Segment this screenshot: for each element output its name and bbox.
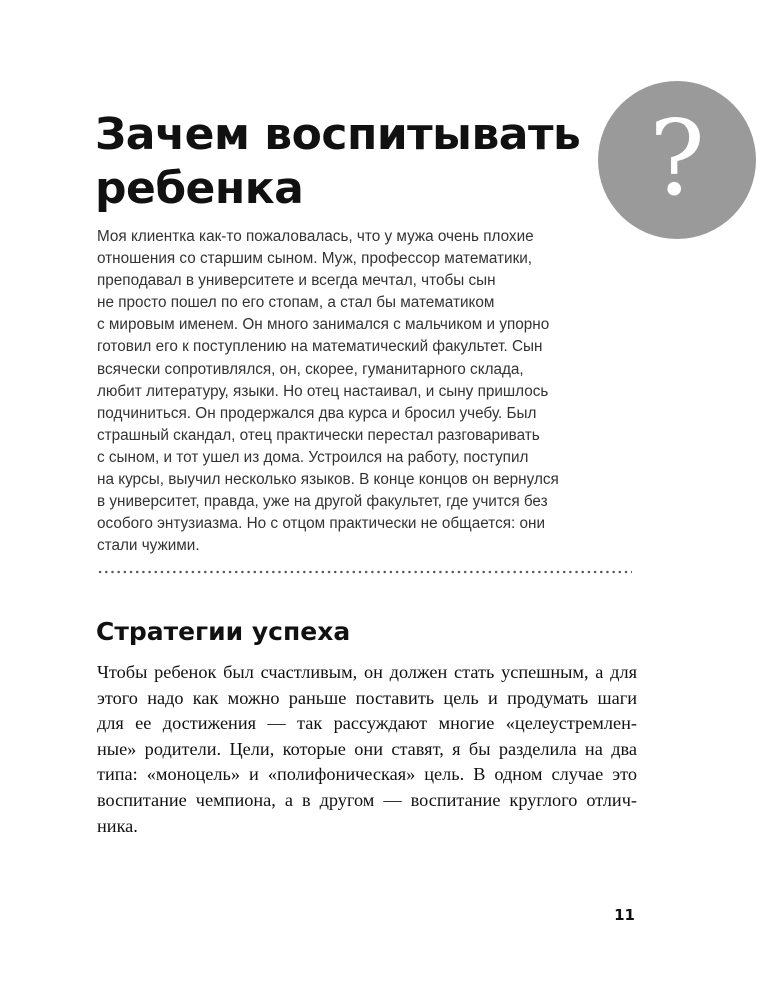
question-mark-icon	[598, 81, 756, 239]
intro-line: отношения со старшим сыном. Муж, профессор математики,	[97, 250, 533, 268]
section-heading: Стратегии успеха	[96, 617, 351, 646]
chapter-title-line-2: ребенка	[95, 163, 304, 214]
body-line: ные» родители. Цели, которые они ставят, я бы разделила на два	[97, 738, 637, 759]
chapter-title-line-1: Зачем воспитывать	[95, 109, 581, 160]
intro-line: подчиниться. Он продержался два курса и бросил учебу. Был	[97, 404, 537, 422]
intro-line: страшный скандал, отец практически перестал разговаривать	[97, 426, 540, 444]
intro-line: любит литературу, языки. Но отец настаивал, и сыну пришлось	[97, 382, 549, 400]
dotted-divider	[97, 570, 632, 574]
intro-line: с сыном, и тот ушел из дома. Устроился на работу, поступил	[97, 448, 529, 466]
body-line: этого надо как можно раньше поставить цель и продумать шаги	[97, 687, 637, 708]
body-line: воспитание чемпиона, а в другом — воспитание круглого отлич-	[97, 789, 637, 810]
body-line: Чтобы ребенок был счастливым, он должен стать успешным, а для	[97, 662, 637, 682]
intro-line: на курсы, выучил несколько языков. В конце концов он вернулся	[97, 471, 559, 489]
intro-line: Моя клиентка как-то пожаловалась, что у мужа очень плохие	[97, 228, 534, 245]
question-mark-glyph: ?	[649, 97, 705, 219]
intro-line: в университет, правда, уже на другой факультет, где учится без	[97, 493, 548, 511]
intro-line: стали чужими.	[97, 537, 200, 555]
intro-line: особого энтузиазма. Но с отцом практически не общается: они	[97, 515, 546, 533]
page-number: 11	[614, 906, 635, 924]
body-line: для ее достижения — так рассуждают многие «целеустремлен-	[97, 713, 637, 734]
section-body	[97, 660, 637, 839]
body-line: типа: «моноцель» и «полифоническая» цель. В одном случае это	[97, 764, 637, 785]
body-line: ника.	[97, 815, 138, 836]
intro-line: всячески сопротивлялся, он, скорее, гуманитарного склада,	[97, 360, 524, 378]
intro-line: готовил его к поступлению на математический факультет. Сын	[97, 338, 543, 356]
intro-line: не просто пошел по его стопам, а стал бы математиком	[97, 294, 495, 312]
chapter-title	[95, 108, 595, 216]
intro-line: преподавал в университете и всегда мечтал, чтобы сын	[97, 272, 496, 290]
intro-line: с мировым именем. Он много занимался с мальчиком и упорно	[97, 316, 550, 334]
intro-story	[97, 226, 632, 557]
